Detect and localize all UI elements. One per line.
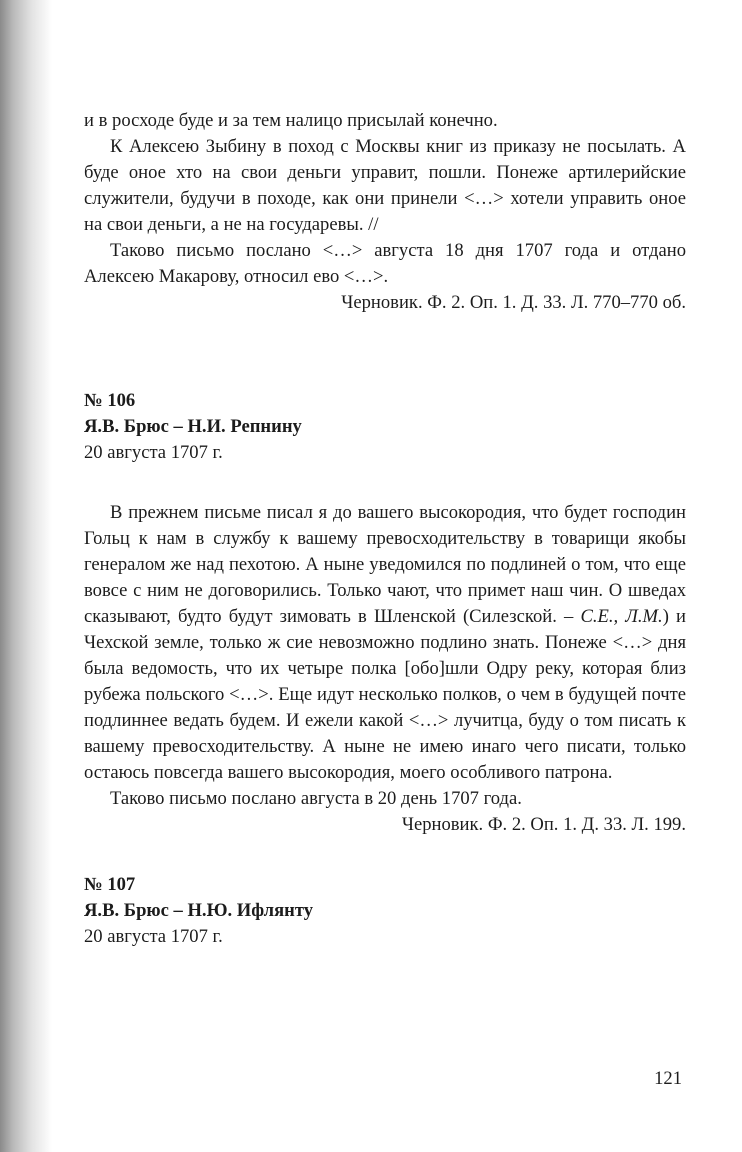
closing-note: Таково письмо послано августа в 20 день 1707 года. bbox=[110, 788, 522, 809]
document-number: № 107 bbox=[84, 874, 136, 895]
page-edge-shadow bbox=[0, 0, 52, 1152]
paragraph: К Алексею Зыбину в поход с Москвы книг из приказу не посылать. А буде оное хто на свои деньги управит, пошли. Понеже артилерийские служители, будучи в походе, как они принели <…> хотели управить оное на свои деньги, а не на государевы. // bbox=[84, 136, 686, 235]
paragraph: и в росходе буде и за тем налицо присылай конечно. bbox=[84, 110, 498, 131]
paragraph: Таково письмо послано <…> августа 18 дня 1707 года и отдано Алексею Макарову, относил ево <…>. bbox=[84, 240, 686, 287]
source-citation: Черновик. Ф. 2. Оп. 1. Д. 33. Л. 199. bbox=[401, 814, 686, 835]
document-date: 20 августа 1707 г. bbox=[84, 926, 223, 947]
document-date: 20 августа 1707 г. bbox=[84, 442, 223, 463]
document-number: № 106 bbox=[84, 390, 136, 411]
page-number: 121 bbox=[654, 1068, 682, 1089]
letter-text: ) и Чехской земле, только ж сие невозможно подлино знать. Понеже <…> дня была ведомость, что их четыре полка [обо]шли Одру реку, которая близ рубежа польского <…>. Еще идут несколько полков, о чем в будущей почте подлиннее ведать будем. И ежели какой <…> лучитца, буду о том писать к вашему превосходительству. А ныне не имею инаго чего писати, только остаюсь повсегда вашего высокородия, моего особливого патрона. bbox=[84, 606, 686, 783]
document-title: Я.В. Брюс – Н.И. Репнину bbox=[84, 416, 302, 437]
editor-initials: С.Е., Л.М. bbox=[580, 606, 663, 627]
document-title: Я.В. Брюс – Н.Ю. Ифлянту bbox=[84, 900, 314, 921]
letter-text: В прежнем письме писал я до вашего высокородия, что будет господин Гольц к нам в службу к вашему превосходительству в товарищи якобы генералом же над пехотою. А ныне уведомился по подлиней о том, что еще вовсе с ним не договорились. Только чают, что примет наш чин. О шведах сказывают, будто будут зимовать в Шленской (Силезской. – bbox=[84, 502, 686, 627]
page-content bbox=[84, 108, 686, 950]
source-citation: Черновик. Ф. 2. Оп. 1. Д. 33. Л. 770–770 об. bbox=[341, 292, 686, 313]
letter-body bbox=[84, 500, 686, 786]
